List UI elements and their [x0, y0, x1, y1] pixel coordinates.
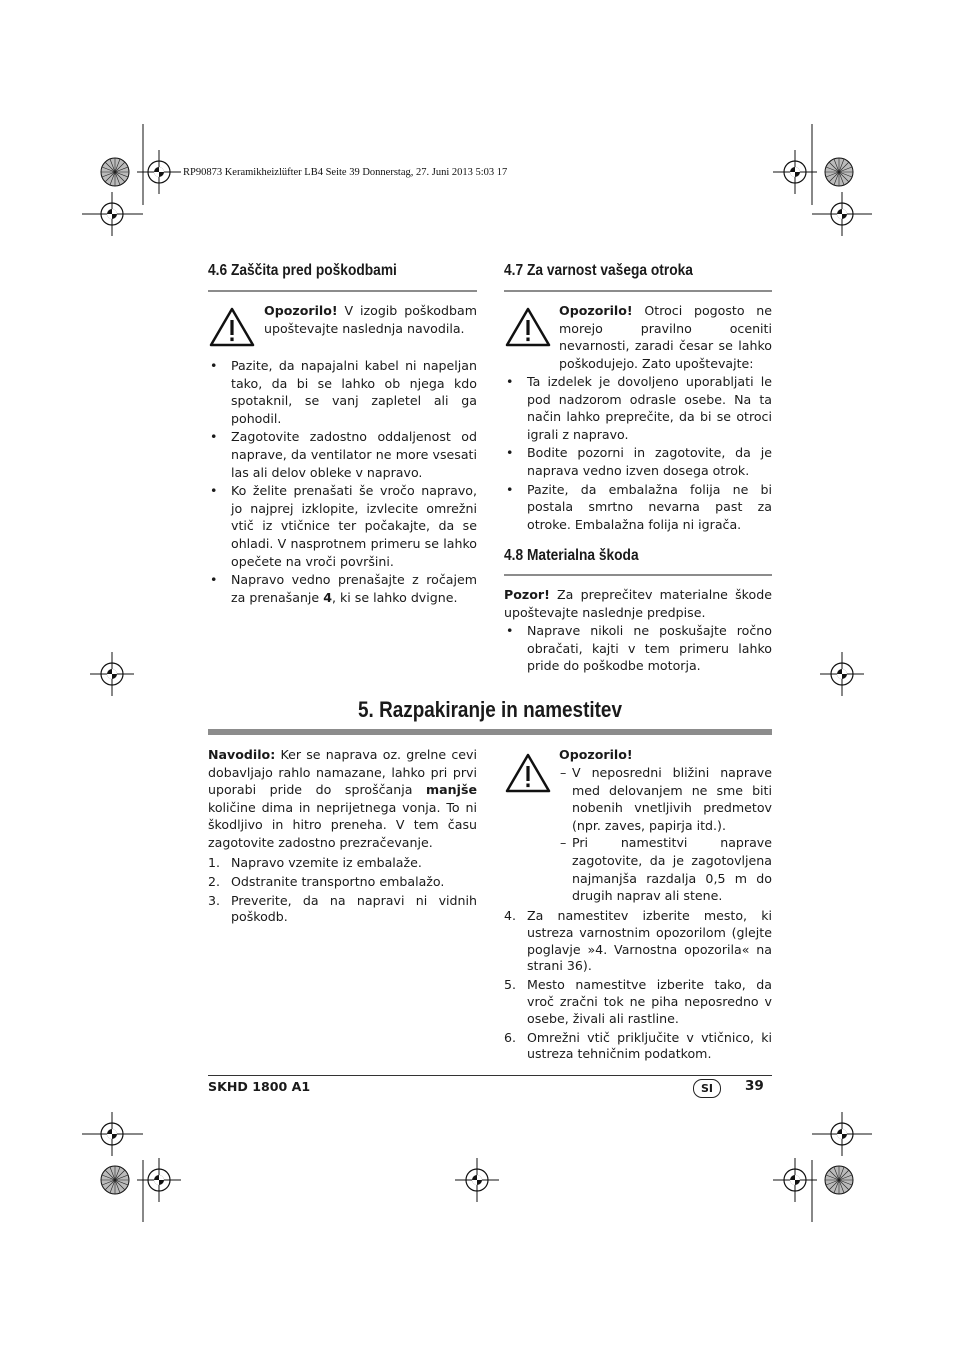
- step-number: 5.: [504, 977, 517, 993]
- note-emphasis: manjše: [426, 782, 477, 798]
- list-item-text: , ki se lahko dvigne.: [331, 589, 458, 605]
- warning-triangle-icon: [208, 306, 256, 348]
- list-item: [208, 893, 477, 927]
- warning-triangle-icon: [504, 306, 552, 348]
- note-text: količine dima in neprijetnega vonja. To ni škodljivo in hitro preneha. V tem času zagotovite zadostno prezračevanje.: [208, 799, 477, 850]
- bullet-list-4-7: [504, 373, 772, 533]
- heading-rule: [208, 290, 477, 292]
- note-text: Ker se naprava oz. grelne cevi dobavljajo rahlo namazane, lahko pri prvi uporabi pride do sproščanja: [208, 747, 477, 798]
- list-item: [208, 571, 477, 606]
- list-item: • Zagotovite zadostno oddaljenost od naprave, da ventilator ne more vsesati las ali delov obleke v napravo.: [208, 428, 477, 481]
- list-item: [208, 874, 477, 891]
- warning-triangle-icon: [504, 752, 552, 794]
- note-5: [208, 746, 477, 852]
- warning-label: Opozorilo!: [559, 747, 633, 762]
- step-text: Odstranite transportno embalažo.: [231, 873, 445, 889]
- steps-right: [504, 908, 772, 1065]
- warning-4-6: [264, 302, 477, 337]
- list-item: • Pazite, da napajalni kabel ni napeljan tako, da bi se lahko ob njega kdo spotaknil, se vanj zapletel ali ga pohodil.: [208, 357, 477, 427]
- warning-5-label: [559, 746, 772, 764]
- footer-model: SKHD 1800 A1: [208, 1079, 311, 1094]
- list-item: • Pazite, da embalažna folija ne bi postala smrtno nevarna past za otroke. Embalažna folija ni igrača.: [504, 481, 772, 534]
- warning-4-7: [559, 302, 772, 372]
- chapter-rule: [208, 729, 772, 735]
- heading-rule: [504, 574, 772, 576]
- warning-text: Otroci pogosto ne morejo pravilno oceniti nevarnosti, zaradi česar se lahko poškodujejo. Zato upoštevajte:: [559, 303, 772, 371]
- footer-rule: [208, 1075, 772, 1076]
- caution-label: Pozor!: [504, 587, 550, 602]
- step-text: Omrežni vtič priključite v vtičnico, ki ustreza tehničnim podatkom.: [527, 1029, 772, 1062]
- caution-4-8: [504, 586, 772, 621]
- list-item: [504, 1030, 772, 1064]
- print-header: RP90873 Keramikheizlüfter LB4 Seite 39 Donnerstag, 27. Juni 2013 5:03 17: [183, 167, 508, 178]
- page-number: 39: [745, 1078, 764, 1094]
- caution-text: Za preprečitev materialne škode upoštevajte naslednje predpise.: [504, 587, 772, 620]
- list-item: • Naprave nikoli ne poskušajte ročno obračati, kajti v tem primeru lahko pride do poškodbe motorja.: [504, 622, 772, 675]
- step-text: Za namestitev izberite mesto, ki ustreza varnostnim opozorilom (glejte poglavje »4. Varnostna opozorila« na strani 36).: [527, 908, 772, 974]
- list-item-text: Napravo vedno prenašajte z ročajem za prenašanje: [231, 572, 477, 605]
- list-item: [504, 977, 772, 1027]
- list-item: • Bodite pozorni in zagotovite, da je naprava vedno izven dosega otrok.: [504, 444, 772, 479]
- list-item: • Ta izdelek je dovoljeno uporabljati le pod nadzorom odrasle osebe. Na ta način lahko preprečite, da bi se otroci igrali z napravo.: [504, 373, 772, 443]
- heading-4-6: 4.6 Zaščita pred poškodbami: [208, 262, 397, 279]
- language-badge: SI: [693, 1079, 721, 1098]
- heading-4-7: 4.7 Za varnost vašega otroka: [504, 262, 693, 279]
- note-label: Navodilo:: [208, 747, 276, 762]
- warning-text: V izogib poškodbam upoštevajte naslednja navodila.: [264, 303, 477, 336]
- step-text: Napravo vzemite iz embalaže.: [231, 855, 422, 870]
- bullet-list-4-6: [208, 357, 477, 606]
- list-item: [208, 855, 477, 872]
- heading-4-8: 4.8 Materialna škoda: [504, 547, 639, 564]
- step-number: 2.: [208, 873, 221, 889]
- step-number: 1.: [208, 855, 221, 870]
- heading-rule: [504, 290, 772, 292]
- chapter-5-title: 5. Razpakiranje in namestitev: [358, 697, 622, 722]
- list-item: – V neposredni bližini naprave med delovanjem ne sme biti nobenih vnetljivih predmetov (npr. zaves, papirja itd.).: [560, 764, 772, 834]
- list-item: [504, 908, 772, 975]
- warning-label: Opozorilo!: [264, 303, 338, 318]
- list-item: • Ko želite prenašati še vročo napravo, jo najprej izklopite, izvlecite omrežni vtič iz vtičnice ter počakajte, da se ohladi. V nasprotnem primeru se lahko opečete na vroči površini.: [208, 482, 477, 570]
- part-number: 4: [323, 589, 332, 605]
- steps-left: [208, 855, 477, 928]
- step-text: Preverite, da na napravi ni vidnih poškodb.: [231, 892, 477, 925]
- warning-dash-list: [560, 764, 772, 905]
- warning-label: Opozorilo!: [559, 303, 633, 318]
- step-number: 3.: [208, 892, 221, 908]
- bullet-list-4-8: [504, 622, 772, 675]
- step-number: 6.: [504, 1029, 517, 1045]
- step-text: Mesto namestitve izberite tako, da vroč zračni tok ne piha neposredno v osebe, živali ali rastline.: [527, 977, 772, 1026]
- list-item: – Pri namestitvi naprave zagotovite, da je zagotovljena najmanjša razdalja 0,5 m do drugih naprav ali stene.: [560, 834, 772, 904]
- step-number: 4.: [504, 908, 517, 923]
